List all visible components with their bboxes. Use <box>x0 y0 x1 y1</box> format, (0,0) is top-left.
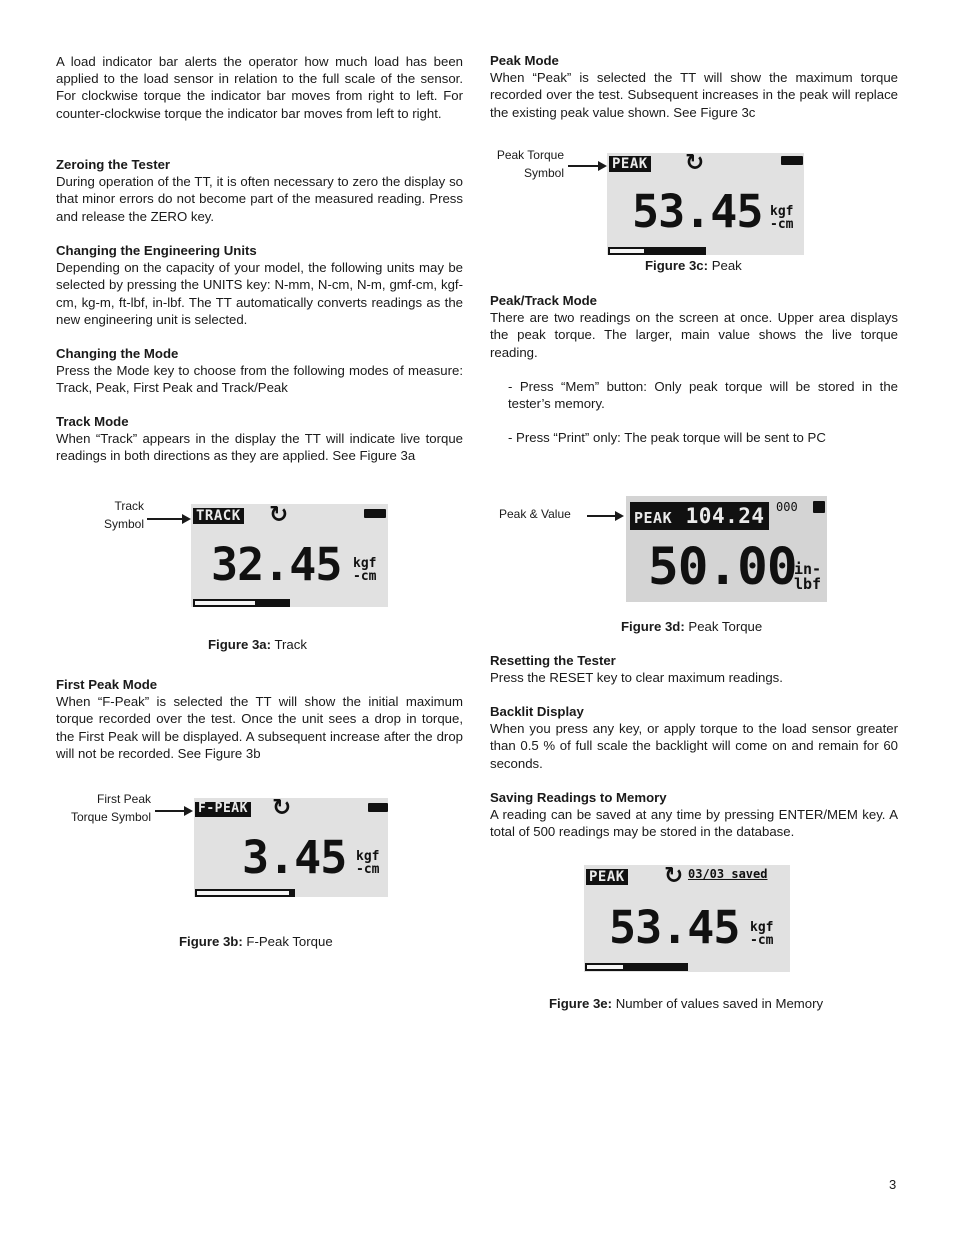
fig3b-arrow <box>155 810 191 812</box>
resetting-text: Press the RESET key to clear maximum readings. <box>490 670 783 686</box>
rotate-icon: ↻ <box>272 798 292 821</box>
unit-label: in- lbf <box>794 560 822 593</box>
first-peak-symbol: F-PEAK <box>195 802 251 817</box>
load-bar <box>608 247 706 255</box>
peak-value: 104.24 <box>685 504 765 528</box>
fig3c-arrow <box>568 165 605 167</box>
unit-label: kgf -cm <box>353 556 377 584</box>
resetting-section <box>490 652 898 686</box>
backlit-section <box>490 703 898 772</box>
battery-icon <box>364 509 386 518</box>
peak-track-bullet-print: - Press “Print” only: The peak torque will be sent to PC <box>508 430 826 446</box>
fig3c-display <box>607 153 804 255</box>
saving-section <box>490 789 898 841</box>
fig3b-caption: Figure 3b: F-Peak Torque <box>179 934 333 949</box>
unit-label: kgf -cm <box>750 920 774 948</box>
fig3e-caption: Figure 3e: Number of values saved in Memory <box>549 996 824 1011</box>
fig3d-display <box>626 496 827 602</box>
battery-icon <box>781 156 803 165</box>
track-section <box>56 413 463 465</box>
load-bar <box>193 599 290 607</box>
intro-text: A load indicator bar alerts the operator how much load has been applied to the load sensor in relation to the full scale of the sensor. For clockwise torque the indicator bar moves from right to left. For counter-clockwise torque the indicator bar moves from left to right. <box>56 54 463 121</box>
track-text: When “Track” appears in the display the TT will indicate live torque readings in both directions as they are applied. See Figure 3a <box>56 431 463 464</box>
fig3d-label: Peak & Value <box>499 507 571 521</box>
first-peak-section <box>56 676 463 762</box>
peak-section <box>490 52 898 121</box>
units-text: Depending on the capacity of your model, the following units may be selected by pressing the UNITS key: N-mm, N-cm, N-m, gmf-cm, kgf-cm, kg-m, ft-lbf, in-lbf. The TT automatically converts readings as the new engineering unit is selected. <box>56 260 463 327</box>
zeroing-title: Zeroing the Tester <box>56 157 171 172</box>
page-number: 3 <box>889 1177 897 1192</box>
fig3a-caption: Figure 3a: Track <box>208 637 307 652</box>
backlit-text: When you press any key, or apply torque to the load sensor greater than 0.5 % of full scale the backlight will come on and remain for 60 seconds. <box>490 721 898 771</box>
torque-value: 53.45 <box>609 901 740 954</box>
rotate-icon: ↻ <box>685 153 705 176</box>
torque-value: 32.45 <box>211 538 342 591</box>
torque-value: 3.45 <box>242 831 347 884</box>
intro-section <box>56 53 463 122</box>
peak-track-bullet-mem: - Press “Mem” button: Only peak torque will be stored in the tester’s memory. <box>508 378 898 412</box>
zeroing-section <box>56 156 463 225</box>
load-bar-fill <box>644 249 704 253</box>
fig3a-arrow <box>147 518 189 520</box>
saved-count: 03/03 saved <box>688 867 768 881</box>
saving-text: A reading can be saved at any time by pressing ENTER/MEM key. A total of 500 readings may be stored in the database. <box>490 807 898 840</box>
battery-icon <box>813 501 825 513</box>
peak-symbol: PEAK <box>586 869 628 885</box>
fig3d-caption: Figure 3d: Peak Torque <box>621 619 763 634</box>
memory-counter: 000 <box>776 500 798 514</box>
fig3d-arrow <box>587 515 622 517</box>
rotate-icon: ↻ <box>269 504 289 528</box>
units-title: Changing the Engineering Units <box>56 243 257 258</box>
fig3a-label: Track Symbol <box>103 499 144 531</box>
load-bar-fill <box>623 965 686 969</box>
rotate-icon: ↻ <box>664 865 684 889</box>
unit-label: kgf -cm <box>356 849 380 877</box>
peak-symbol: PEAK <box>634 509 673 527</box>
fig3e-display <box>584 865 790 972</box>
fig3a-display <box>191 504 388 607</box>
unit-label: kgf -cm <box>770 204 794 232</box>
peak-track-title: Peak/Track Mode <box>490 293 598 308</box>
first-peak-text: When “F-Peak” is selected the TT will show the initial maximum torque recorded over the test. Once the unit sees a drop in torque, the First Peak will be displayed. A subsequent increase after the drop will not be recorded. See Figure 3b <box>56 694 463 761</box>
load-bar <box>585 963 688 971</box>
battery-icon <box>368 803 388 812</box>
peak-track-text: There are two readings on the screen at once. Upper area displays the peak torque. The larger, main value shows the live torque reading. <box>490 310 898 360</box>
load-bar <box>195 889 295 897</box>
peak-value-box <box>630 502 769 530</box>
peak-track-section <box>490 292 898 446</box>
fig3c-caption: Figure 3c: Peak <box>645 258 742 273</box>
load-bar-fill <box>255 601 288 605</box>
mode-title: Changing the Mode <box>56 346 179 361</box>
backlit-title: Backlit Display <box>490 704 584 719</box>
peak-title: Peak Mode <box>490 53 559 68</box>
first-peak-title: First Peak Mode <box>56 677 158 692</box>
mode-section <box>56 345 463 397</box>
mode-text: Press the Mode key to choose from the following modes of measure: Track, Peak, First Peak and Track/Peak <box>56 363 463 396</box>
torque-value: 53.45 <box>632 185 763 238</box>
track-title: Track Mode <box>56 414 129 429</box>
fig3b-display <box>194 798 388 897</box>
fig3b-label: First Peak Torque Symbol <box>70 792 151 824</box>
resetting-title: Resetting the Tester <box>490 653 616 668</box>
load-bar-fill <box>289 891 293 895</box>
fig3c-label: Peak Torque Symbol <box>496 148 564 180</box>
saving-title: Saving Readings to Memory <box>490 790 667 805</box>
zeroing-text: During operation of the TT, it is often necessary to zero the display so that minor errors do not become part of the measured reading. Press and release the ZERO key. <box>56 174 463 224</box>
torque-value: 50.00 <box>648 538 797 597</box>
units-section <box>56 242 463 328</box>
peak-symbol: PEAK <box>609 156 651 172</box>
track-symbol: TRACK <box>193 508 244 524</box>
peak-text: When “Peak” is selected the TT will show the maximum torque recorded over the test. Subsequent increases in the peak will replace the existing peak value shown. See Figure 3c <box>490 70 898 120</box>
